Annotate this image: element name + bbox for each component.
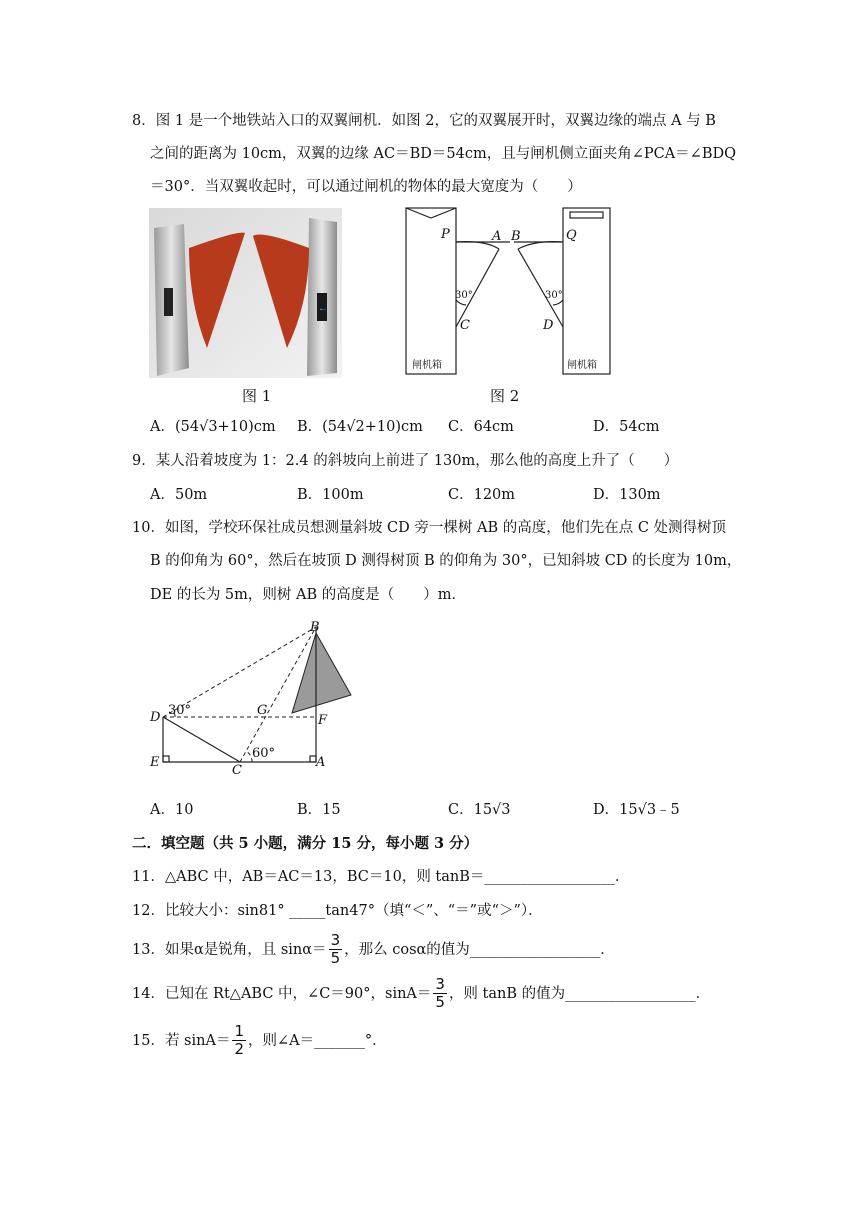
q15-prefix: 15．若 sinA＝ <box>132 1032 231 1049</box>
q9-line: 9．某人沿着坡度为 1：2.4 的斜坡向上前进了 130m，那么他的高度上升了（ ） <box>132 453 679 469</box>
q13-line <box>132 932 615 967</box>
q10-option-a: A．10 <box>150 802 194 818</box>
q13-numerator: 3 <box>330 931 341 949</box>
q13-prefix: 13．如果α是锐角，且 sinα＝ <box>132 941 327 958</box>
q8-option-a: A．(54√3+10)cm <box>150 419 276 435</box>
q15-fraction <box>232 1023 246 1058</box>
fig2-box-left: 闸机箱 <box>412 360 442 371</box>
q10-line-3: DE 的长为 5m，则树 AB 的高度是（ ）m． <box>150 587 466 603</box>
figure-2-diagram <box>400 205 620 380</box>
q10-line-2: B 的仰角为 60°，然后在坡顶 D 测得树顶 B 的仰角为 30°，已知斜坡 CD 的长度为 10m， <box>150 553 742 569</box>
q9-option-a: A．50m <box>150 487 208 503</box>
q10-label-G: G <box>257 703 268 718</box>
q15-line <box>132 1023 387 1058</box>
q10-label-C: C <box>232 763 242 778</box>
q13-denominator: 5 <box>330 949 341 967</box>
q10-label-E: E <box>150 755 160 770</box>
q10-label-A: A <box>316 755 326 770</box>
q10-option-d: D．15√3﹣5 <box>593 802 680 818</box>
q9-option-d: D．130m <box>593 487 661 503</box>
q13-suffix: ，那么 cosα的值为__________________． <box>344 941 615 958</box>
q10-label-F: F <box>318 713 328 728</box>
fig2-label-A: A <box>492 229 502 244</box>
fig2-label-Q: Q <box>566 228 577 243</box>
q11-line: 11．△ABC 中，AB＝AC＝13，BC＝10，则 tanB＝__________________． <box>132 869 630 885</box>
q8-line-3: ＝30°．当双翼收起时，可以通过闸机的物体的最大宽度为（ ） <box>150 179 582 195</box>
q14-prefix: 14．已知在 Rt△ABC 中，∠C＝90°，sinA＝ <box>132 985 432 1002</box>
q14-suffix: ，则 tanB 的值为__________________． <box>448 985 711 1002</box>
figure-1-turnstile-photo <box>149 208 342 378</box>
fig2-label-C: C <box>460 318 470 333</box>
q8-option-c: C．64cm <box>448 419 514 435</box>
q15-numerator: 1 <box>234 1022 244 1040</box>
q8-option-b: B．(54√2+10)cm <box>297 419 423 435</box>
q8-line-2: 之间的距离为 10cm，双翼的边缘 AC＝BD＝54cm，且与闸机侧立面夹角∠PCA＝∠BDQ <box>150 146 736 162</box>
q10-label-B: B <box>310 620 320 635</box>
section-2-heading: 二．填空题（共 5 小题，满分 15 分，每小题 3 分） <box>132 835 479 852</box>
q13-fraction <box>329 932 343 967</box>
figure-1-caption: 图 1 <box>242 387 272 405</box>
q9-option-c: C．120m <box>448 487 516 503</box>
q9-option-b: B．100m <box>297 487 364 503</box>
q10-option-c: C．15√3 <box>448 802 511 818</box>
q12-line: 12．比较大小：sin81° _____tan47°（填“＜”、“＝”或“＞”）． <box>132 903 543 919</box>
q14-line <box>132 976 710 1011</box>
fig2-box-right: 闸机箱 <box>567 360 597 371</box>
svg-text:←: ← <box>318 303 328 314</box>
fig2-label-D: D <box>543 318 554 333</box>
q10-angle-60: 60° <box>252 746 276 761</box>
q8-line-1: 8．图 1 是一个地铁站入口的双翼闸机．如图 2，它的双翼展开时，双翼边缘的端点 A 与 B <box>132 113 716 129</box>
fig2-angle-right: 30° <box>545 290 563 301</box>
q14-numerator: 3 <box>435 975 445 993</box>
figure-2-caption: 图 2 <box>490 387 520 405</box>
q15-denominator: 2 <box>234 1040 244 1058</box>
q10-line-1: 10．如图，学校环保社成员想测量斜坡 CD 旁一棵树 AB 的高度，他们先在点 C 处测得树顶 <box>132 520 727 536</box>
q14-fraction <box>433 976 447 1011</box>
fig2-angle-left: 30° <box>455 290 473 301</box>
q8-option-d: D．54cm <box>593 419 660 435</box>
q14-denominator: 5 <box>435 993 445 1011</box>
fig2-label-B: B <box>511 229 521 244</box>
q15-suffix: ，则∠A＝_______°． <box>248 1032 387 1049</box>
q10-label-D: D <box>150 710 161 725</box>
q10-angle-30: 30° <box>168 703 192 718</box>
fig2-label-P: P <box>441 227 450 242</box>
q10-option-b: B．15 <box>297 802 341 818</box>
